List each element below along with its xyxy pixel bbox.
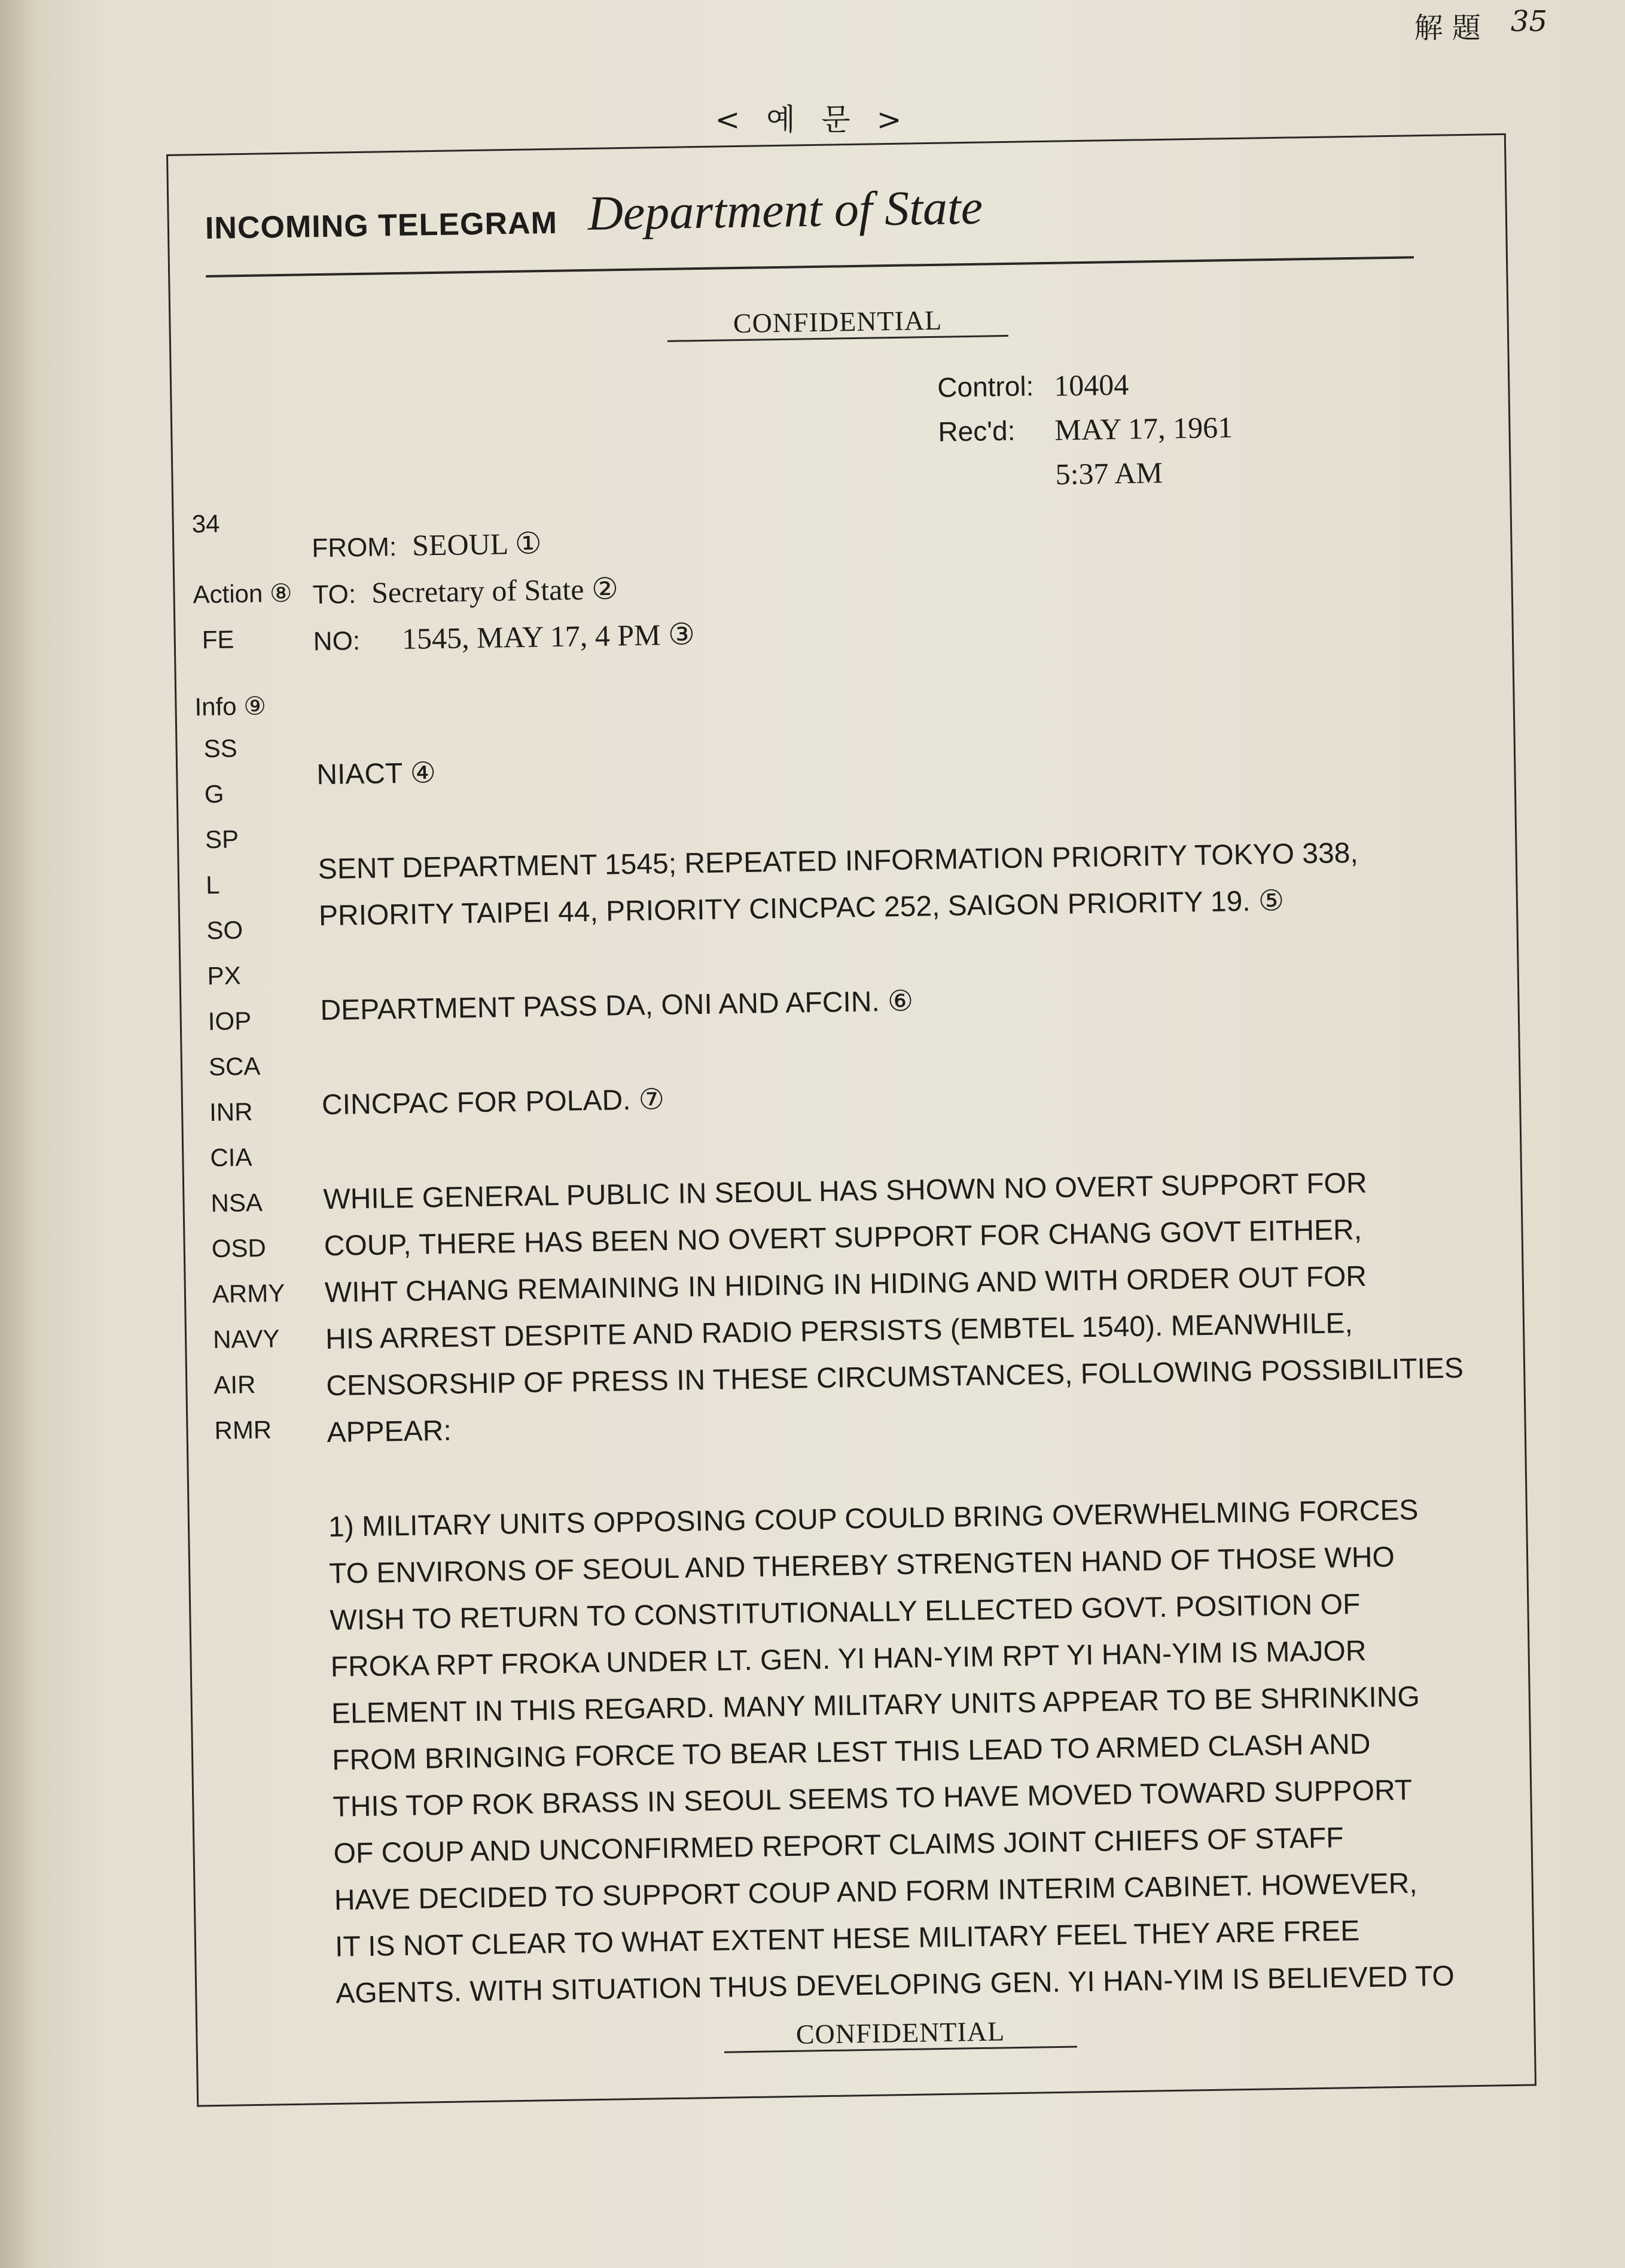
routing-item: NAVY [212, 1324, 280, 1354]
routing-item: SO [206, 916, 243, 945]
from-value: SEOUL ① [411, 526, 542, 562]
body-line: COUP, THERE HAS BEEN NO OVERT SUPPORT FOR CHANG GOVT EITHER, [324, 1214, 1362, 1263]
from-row [312, 517, 694, 570]
telegram-box [166, 133, 1536, 2107]
routing-item: AIR [213, 1370, 256, 1400]
body-line: HAVE DECIDED TO SUPPORT COUP AND FORM INTERIM CABINET. HOWEVER, [334, 1867, 1418, 1916]
body-line: THIS TOP ROK BRASS IN SEOUL SEEMS TO HAVE MOVED TOWARD SUPPORT [333, 1774, 1413, 1823]
to-value: Secretary of State ② [371, 572, 619, 609]
routing-item: PX [207, 961, 241, 990]
control-block [937, 361, 1234, 498]
routing-item: ARMY [212, 1279, 285, 1309]
to-row [312, 564, 694, 617]
body-line: ELEMENT IN THIS REGARD. MANY MILITARY UNITS APPEAR TO BE SHRINKING [331, 1681, 1420, 1730]
header-rule [206, 256, 1414, 278]
body-line: NIACT ④ [316, 757, 437, 791]
body-line: APPEAR: [327, 1415, 452, 1449]
body-line: HIS ARREST DESPITE AND RADIO PERSISTS (EMBTEL 1540). MEANWHILE, [325, 1307, 1353, 1356]
body-line: CINCPAC FOR POLAD. ⑦ [321, 1084, 665, 1121]
body-line: PRIORITY TAIPEI 44, PRIORITY CINCPAC 252, SAIGON PRIORITY 19. ⑤ [318, 885, 1285, 932]
routing-number: 34 [191, 509, 220, 538]
routing-item: RMR [214, 1415, 272, 1444]
body-paragraph-niact [316, 733, 1489, 798]
recd-label: Rec'd: [938, 414, 1016, 447]
body-paragraph-pass [320, 969, 1493, 1034]
body-line: SENT DEPARTMENT 1545; REPEATED INFORMATION PRIORITY TOKYO 338, [318, 837, 1359, 886]
info-label: Info ⑨ [194, 691, 267, 721]
address-block [312, 517, 696, 663]
body-line: WIHT CHANG REMAINING IN HIDING IN HIDING AND WITH ORDER OUT FOR [324, 1260, 1367, 1309]
body-line: WISH TO RETURN TO CONSTITUTIONALLY ELLECTED GOVT. POSITION OF [330, 1588, 1361, 1637]
recd-time: 5:37 AM [1055, 455, 1163, 491]
recd-row [938, 405, 1233, 454]
routing-item: SS [203, 734, 238, 763]
routing-item: L [205, 870, 220, 900]
action-label: Action ⑧ [193, 578, 292, 609]
recd-time-row [938, 449, 1234, 498]
recd-date: MAY 17, 1961 [1054, 410, 1233, 447]
body-line: DEPARTMENT PASS DA, ONI AND AFCIN. ⑥ [320, 985, 914, 1027]
routing-item: OSD [211, 1233, 267, 1263]
department-title: Department of State [587, 179, 983, 240]
page-number: 35 [1510, 5, 1547, 38]
routing-item: CIA [209, 1142, 252, 1172]
control-label: Control: [937, 370, 1034, 403]
body-paragraph-distribution [318, 828, 1491, 940]
control-row [937, 361, 1233, 410]
control-value: 10404 [1053, 367, 1129, 403]
routing-item: SP [205, 825, 239, 854]
routing-item: G [204, 779, 224, 809]
body-line: IT IS NOT CLEAR TO WHAT EXTENT HESE MILITARY FEEL THEY ARE FREE [334, 1915, 1360, 1963]
body-paragraph-situation [323, 1158, 1499, 1456]
page-header [1414, 5, 1547, 46]
body-line: AGENTS. WITH SITUATION THUS DEVELOPING GEN. YI HAN-YIM IS BELIEVED TO [335, 1960, 1455, 2010]
classification-top: CONFIDENTIAL [667, 303, 1008, 342]
page-header-title: 解 題 [1414, 11, 1481, 45]
body-line: OF COUP AND UNCONFIRMED REPORT CLAIMS JOINT CHIEFS OF STAFF [333, 1822, 1344, 1870]
body-line: FROM BRINGING FORCE TO BEAR LEST THIS LEAD TO ARMED CLASH AND [331, 1728, 1371, 1776]
telegram-body [316, 733, 1509, 2064]
no-value: 1545, MAY 17, 4 PM ③ [401, 617, 696, 656]
routing-column [191, 500, 306, 1453]
body-line: CENSORSHIP OF PRESS IN THESE CIRCUMSTANCES, FOLLOWING POSSIBILITIES [325, 1352, 1464, 1403]
telegram-label: INCOMING TELEGRAM [205, 205, 558, 246]
classification-bottom: CONFIDENTIAL [724, 2014, 1077, 2053]
no-row [313, 611, 695, 663]
body-paragraph-possibility-1 [328, 1486, 1508, 2017]
body-line: WHILE GENERAL PUBLIC IN SEOUL HAS SHOWN NO OVERT SUPPORT FOR [323, 1167, 1367, 1216]
body-line: 1) MILITARY UNITS OPPOSING COUP COULD BRING OVERWHELMING FORCES [328, 1494, 1419, 1544]
routing-item: SCA [208, 1051, 261, 1081]
body-paragraph-cincpac [321, 1063, 1494, 1129]
routing-item: FE [202, 625, 234, 654]
no-label: NO: [313, 626, 361, 657]
sample-title: < 예 문 > [715, 102, 910, 137]
body-line: FROKA RPT FROKA UNDER LT. GEN. YI HAN-YIM RPT YI HAN-YIM IS MAJOR [330, 1635, 1367, 1683]
routing-item: INR [209, 1097, 253, 1127]
body-line: TO ENVIRONS OF SEOUL AND THEREBY STRENGTEN HAND OF THOSE WHO [328, 1541, 1395, 1590]
to-label: TO: [312, 580, 356, 610]
from-label: FROM: [311, 532, 397, 563]
routing-item: IOP [208, 1006, 252, 1036]
routing-item: NSA [211, 1188, 263, 1218]
